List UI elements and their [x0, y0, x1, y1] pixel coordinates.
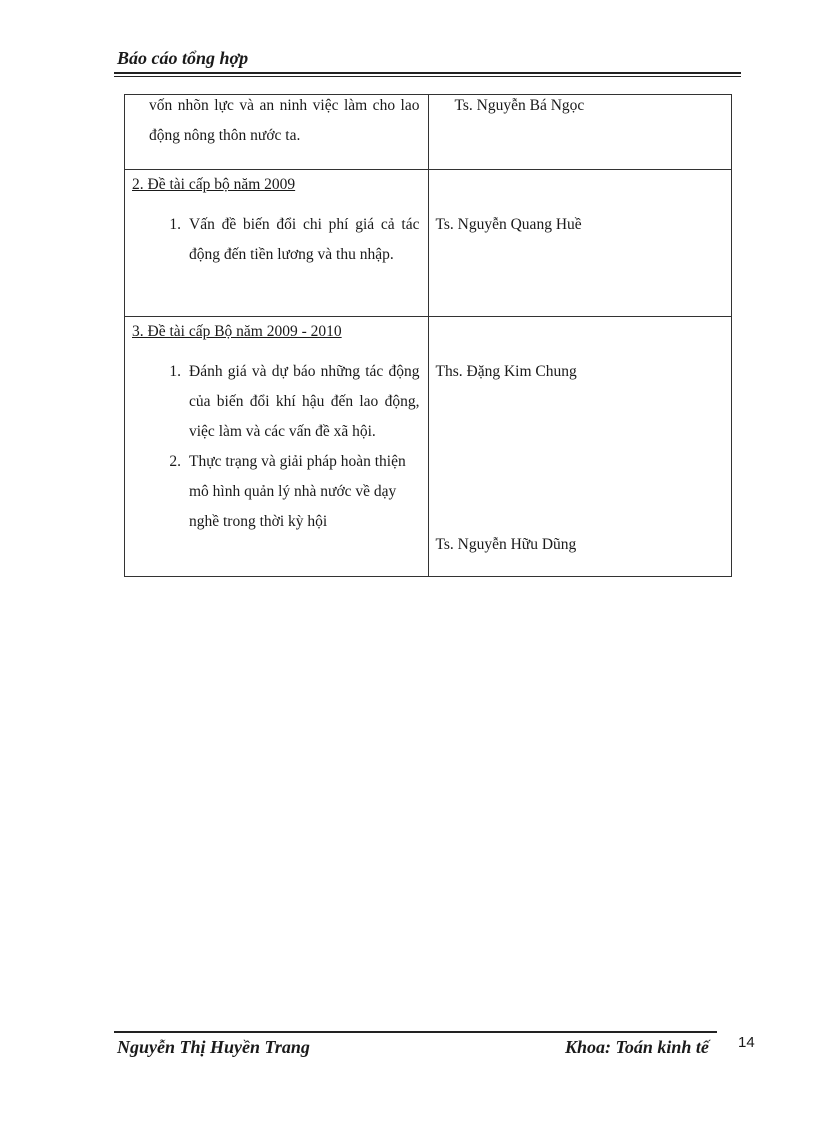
topic-cell	[125, 95, 429, 170]
footer-rule	[114, 1031, 717, 1033]
research-topics-table	[124, 94, 732, 577]
header-rule	[114, 72, 741, 74]
item-text: Đánh giá và dự báo những tác động của biến đổi khí hậu đến lao động, việc làm và các vấn đề xã hội.	[189, 363, 420, 440]
author-name: Ts. Nguyễn Bá Ngọc	[454, 97, 585, 114]
topic-text: vốn nhõn lực và an ninh việc làm cho lao động nông thôn nước ta.	[149, 97, 420, 144]
author-cell	[428, 170, 732, 317]
header-rule-thin	[114, 76, 741, 77]
item-text: Thực trạng và giải pháp hoàn thiện mô hình quản lý nhà nước về dạy nghề trong thời kỳ hội	[189, 453, 406, 530]
author-cell	[428, 95, 732, 170]
page-number: 14	[738, 1034, 755, 1051]
section-heading: 2. Đề tài cấp bộ năm 2009	[132, 176, 296, 193]
item-number: 2.	[169, 453, 181, 470]
list-item	[125, 357, 428, 447]
list-item	[125, 210, 428, 270]
item-text: Vấn đề biến đổi chi phí giá cả tác động đến tiền lương và thu nhập.	[189, 216, 420, 263]
item-number: 1.	[169, 216, 181, 233]
list-item	[125, 447, 428, 537]
item-number: 1.	[169, 363, 181, 380]
topic-cell	[125, 170, 429, 317]
author-cell	[428, 317, 732, 577]
table-row	[125, 170, 732, 317]
table-row	[125, 95, 732, 170]
author-name: Ths. Đặng Kim Chung	[435, 363, 577, 380]
author-name: Ts. Nguyễn Quang Huề	[435, 216, 582, 233]
table-row	[125, 317, 732, 577]
section-heading: 3. Đề tài cấp Bộ năm 2009 - 2010	[132, 323, 342, 340]
footer-author: Nguyễn Thị Huyền Trang	[117, 1037, 310, 1057]
author-name: Ts. Nguyễn Hữu Dũng	[435, 536, 577, 553]
topic-cell	[125, 317, 429, 577]
header-title: Báo cáo tổng hợp	[117, 48, 249, 68]
footer-department: Khoa: Toán kinh tế	[565, 1037, 709, 1057]
